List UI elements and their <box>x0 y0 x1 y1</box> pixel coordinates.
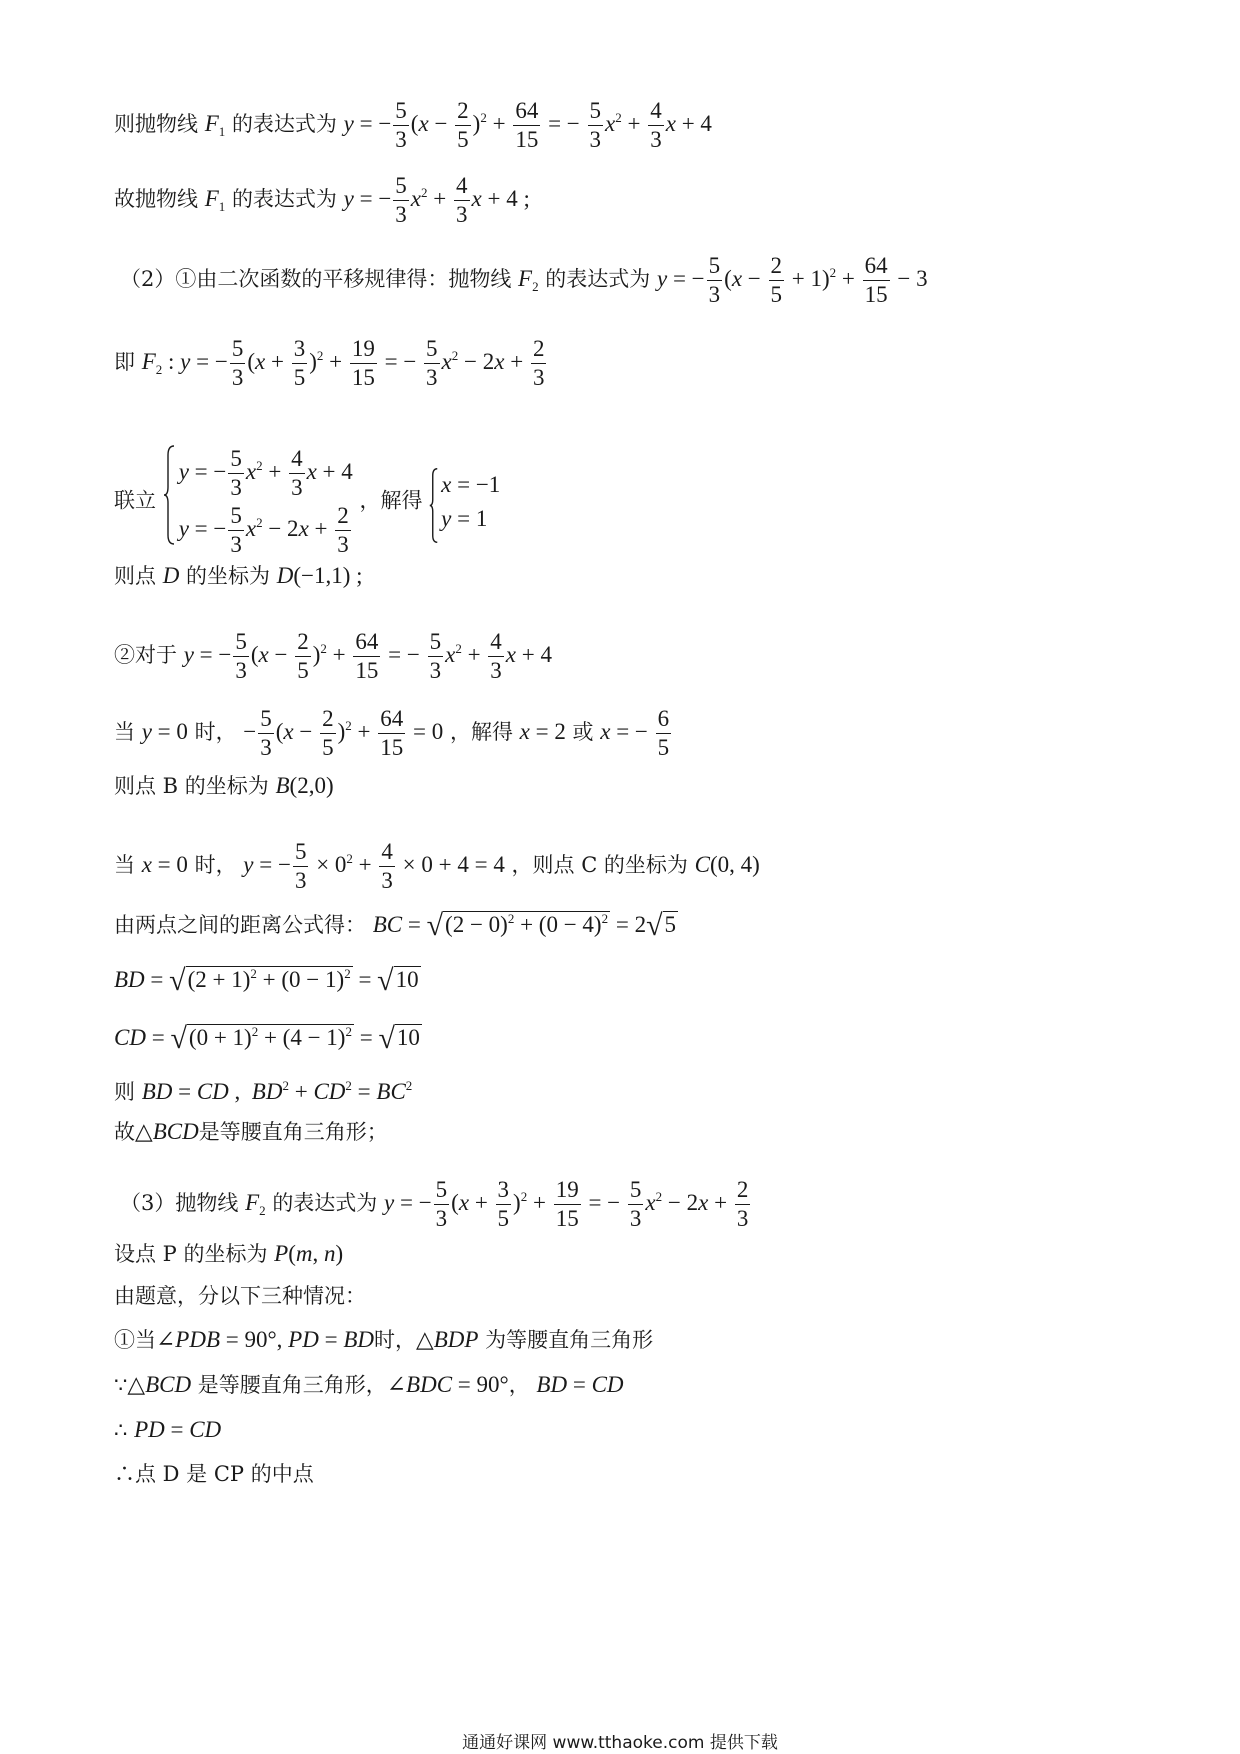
line-19 <box>114 1326 653 1354</box>
line-16 <box>120 1176 752 1233</box>
math: △BDP <box>416 1327 479 1352</box>
text: 的坐标为 <box>186 564 270 588</box>
solution-system: x = −1 y = 1 <box>429 468 500 536</box>
line-7 <box>114 628 552 685</box>
math: y = − $\frac{5}{3}$ $x^2$ + $\frac{4}{3}$ x + 4 ; <box>343 173 530 227</box>
line-9 <box>114 772 334 800</box>
text: 当 <box>114 852 135 877</box>
text: 联立 <box>114 488 156 513</box>
math: x = − $\frac{6}{5}$ <box>600 706 670 760</box>
text: 设点 P 的坐标为 <box>114 1242 268 1266</box>
line-15 <box>114 1118 388 1146</box>
line-20: ∵△BCD 是等腰直角三角形，∠BDC = 90°， BD = CD <box>114 1372 624 1397</box>
text: 时， <box>374 1328 416 1352</box>
math: BD = CD <box>536 1372 624 1397</box>
text: 当 <box>114 719 135 744</box>
math: y = − $\frac{5}{3}$ × $0^2$ + $\frac{4}{3}$ × 0 + 4 = 4 <box>243 839 505 893</box>
text: 由题意，分以下三种情况： <box>114 1284 366 1308</box>
math: D <box>162 563 180 588</box>
math: x = 2 <box>519 718 566 744</box>
line-17 <box>114 1240 343 1268</box>
line-2 <box>114 172 530 229</box>
text: （2）①由二次函数的平移规律得：抛物线 <box>120 266 512 291</box>
text: ②对于 <box>114 642 177 667</box>
text: 或 <box>572 719 594 744</box>
math: y = − $\frac{5}{3}$ (x − $\frac{2}{5}$ )$^2$ + $\frac{64}{15}$ = − $\frac{5}{3}$ $x^2$ + $\frac{4}{3}$ x + 4 <box>183 629 552 683</box>
left-brace-icon <box>429 468 438 543</box>
line-3 <box>120 252 928 309</box>
text: ∴ <box>114 1418 128 1442</box>
line-8 <box>114 705 673 762</box>
text: 的表达式为 <box>231 186 337 211</box>
text: 的表达式为 <box>545 266 651 291</box>
line-13 <box>114 1018 422 1053</box>
text: 是等腰直角三角形， <box>197 1373 387 1397</box>
math: CD = $√(0 + 1)^2 + (4 - 1)^2 = √10$ <box>114 1022 420 1055</box>
math: B(2,0) <box>275 773 334 798</box>
math: BD = CD , $BD^2 + CD^2 = BC^2$ <box>141 1078 413 1104</box>
text: 则 <box>114 1080 135 1104</box>
line-5 <box>114 445 500 559</box>
math: x = 0 <box>141 851 188 877</box>
math: △BCD <box>127 1372 192 1397</box>
text: 由两点之间的距离公式得： <box>114 913 366 937</box>
text: 即 <box>114 349 135 374</box>
line-12 <box>114 960 421 995</box>
line-14 <box>114 1072 412 1106</box>
math: BD = $√(2 + 1)^2 + (0 - 1)^2 = √10$ <box>114 964 419 997</box>
text: 则抛物线 <box>114 111 198 136</box>
text: ∵ <box>114 1373 128 1397</box>
line-10 <box>114 838 760 895</box>
math: y = − $\frac{5}{3}$ (x − $\frac{2}{5}$ )$^2$ + $\frac{64}{15}$ = − $\frac{5}{3}$ $x^2$ + $\frac{4}{3}$ x + 4 <box>343 98 712 152</box>
line-22 <box>114 1460 314 1488</box>
text: ，解得 <box>449 719 513 744</box>
equation-system: y = − $\frac{5}{3}$ $x^2$ + $\frac{4}{3}$ x + 4 y = − $\frac{5}{3}$ $x^2 - 2x$ + $\frac{2}{3}$ <box>163 445 353 559</box>
math: $F_1$ <box>204 110 226 139</box>
left-brace-icon <box>163 445 175 545</box>
math: y = − $\frac{5}{3}$ (x − $\frac{2}{5}$ + 1)$^2$ + $\frac{64}{15}$ − 3 <box>656 253 928 307</box>
math: $F_2$ <box>518 265 539 294</box>
text: 的表达式为 <box>272 1190 378 1215</box>
text: ∴点 D 是 CP 的中点 <box>114 1462 314 1486</box>
line-18 <box>114 1282 366 1310</box>
math: − $\frac{5}{3}$ (x − $\frac{2}{5}$ )$^2$ + $\frac{64}{15}$ = 0 <box>243 706 444 760</box>
text: （3）抛物线 <box>120 1190 239 1215</box>
text: 为等腰直角三角形 <box>485 1328 654 1352</box>
math: C(0, 4) <box>694 851 760 877</box>
math: P(m, n) <box>274 1241 344 1266</box>
math: $F_2$ <box>245 1189 266 1218</box>
line-1 <box>114 97 712 154</box>
text: 则点 B 的坐标为 <box>114 774 269 798</box>
text: 故 <box>114 1120 135 1144</box>
text: ，则点 C 的坐标为 <box>511 852 688 877</box>
math: y = 0 <box>141 718 188 744</box>
math: $F_1$ <box>204 185 226 214</box>
math: $F_2$ : y = − $\frac{5}{3}$ (x + $\frac{3}{5}$ )$^2$ + $\frac{19}{15}$ = − $\frac{5}{3}$ $x^2 - 2x$ + $\frac{2}{3}$ <box>141 336 545 390</box>
line-11 <box>114 905 678 940</box>
text: 时， <box>194 852 237 877</box>
text: ①当 <box>114 1328 156 1352</box>
text: 故抛物线 <box>114 186 198 211</box>
text: ，解得 <box>359 488 423 513</box>
math: △BCD <box>135 1119 199 1144</box>
text: 时， <box>194 719 237 744</box>
text: 的表达式为 <box>231 111 337 136</box>
math: ∠PDB = 90°, PD = BD <box>156 1327 374 1352</box>
line-6 <box>114 562 363 590</box>
text: 则点 <box>114 564 156 588</box>
math: D(−1,1) ; <box>276 563 363 588</box>
line-4 <box>114 335 548 392</box>
line-21 <box>114 1416 221 1444</box>
math: PD = CD <box>134 1417 222 1442</box>
page-footer: 通通好课网 www.tthaoke.com 提供下载 <box>462 1733 778 1753</box>
math: y = − $\frac{5}{3}$ (x + $\frac{3}{5}$ )$^2$ + $\frac{19}{15}$ = − $\frac{5}{3}$ $x^2 - 2x$ + $\frac{2}{3}$ <box>384 1177 749 1231</box>
math: ∠BDC = 90° <box>386 1372 509 1397</box>
text: 是等腰直角三角形； <box>198 1120 388 1144</box>
math: BC = $√(2 - 0)^2 + (0 - 4)^2 = 2√5$ <box>372 909 677 942</box>
